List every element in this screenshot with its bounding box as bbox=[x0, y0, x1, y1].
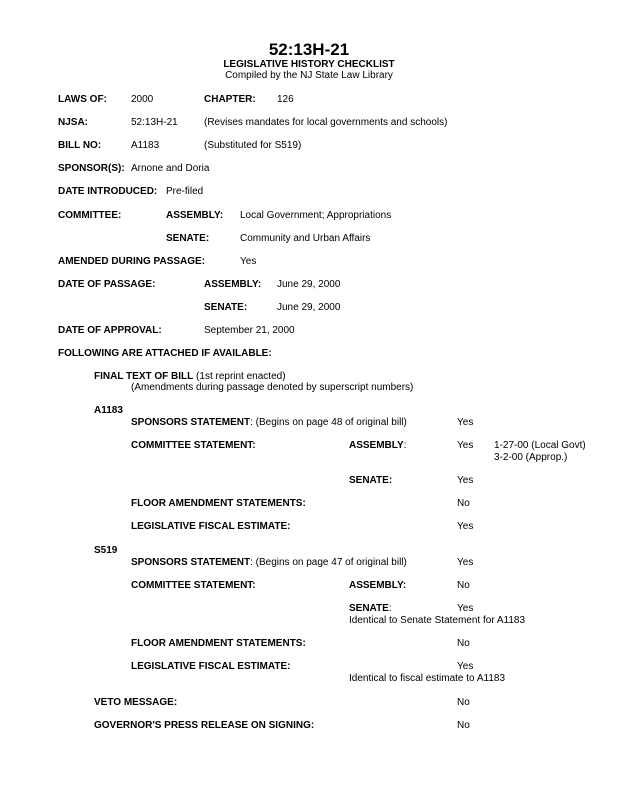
passage-senate-label: SENATE: bbox=[204, 302, 248, 313]
chapter-label: CHAPTER: bbox=[204, 94, 256, 105]
s519-fiscal-label: LEGISLATIVE FISCAL ESTIMATE: bbox=[131, 661, 291, 672]
s519-sponsors-note: : (Begins on page 47 of original bill) bbox=[250, 557, 407, 568]
s519-floor-value: No bbox=[457, 638, 470, 649]
press-release-value: No bbox=[457, 720, 470, 731]
bill-no-label: BILL NO: bbox=[58, 140, 102, 151]
laws-of-label: LAWS OF: bbox=[58, 94, 107, 105]
sponsors-value: Arnone and Doria bbox=[131, 163, 210, 174]
a1183-sponsors-label: SPONSORS STATEMENT bbox=[131, 417, 251, 428]
press-release-label: GOVERNOR'S PRESS RELEASE ON SIGNING: bbox=[94, 720, 315, 731]
s519-committee-label: COMMITTEE STATEMENT: bbox=[131, 580, 256, 591]
bill-no-value: A1183 bbox=[131, 140, 160, 151]
njsa-value: 52:13H-21 bbox=[131, 117, 178, 128]
njsa-label: NJSA: bbox=[58, 117, 89, 128]
a1183-assembly-colon: : bbox=[403, 440, 407, 451]
date-introduced-label: DATE INTRODUCED: bbox=[58, 186, 158, 197]
amended-value: Yes bbox=[240, 256, 257, 267]
date-of-approval-value: September 21, 2000 bbox=[204, 325, 295, 336]
committee-assembly-value: Local Government; Appropriations bbox=[240, 210, 392, 221]
page-subtitle: LEGISLATIVE HISTORY CHECKLIST bbox=[223, 59, 395, 70]
s519-fiscal-note: Identical to fiscal estimate to A1183 bbox=[349, 673, 506, 684]
s519-assembly-label: ASSEMBLY: bbox=[349, 580, 407, 591]
s519-senate-line bbox=[349, 603, 392, 615]
chapter-value: 126 bbox=[277, 94, 294, 105]
date-of-approval-label: DATE OF APPROVAL: bbox=[58, 325, 162, 336]
s519-senate-note: Identical to Senate Statement for A1183 bbox=[349, 615, 526, 626]
a1183-sponsors-line bbox=[131, 417, 407, 429]
a1183-assembly-value: Yes bbox=[457, 440, 474, 451]
a1183-floor-value: No bbox=[457, 498, 470, 509]
sponsors-label: SPONSOR(S): bbox=[58, 163, 125, 174]
date-introduced-value: Pre-filed bbox=[166, 186, 204, 197]
s519-senate-label: SENATE bbox=[349, 603, 389, 614]
a1183-assembly-line bbox=[349, 440, 406, 452]
s519-senate-colon: : bbox=[388, 603, 392, 614]
a1183-floor-label: FLOOR AMENDMENT STATEMENTS: bbox=[131, 498, 306, 509]
a1183-sponsors-note: : (Begins on page 48 of original bill) bbox=[250, 417, 407, 428]
njsa-note: (Revises mandates for local governments and schools) bbox=[204, 117, 448, 128]
a1183-fiscal-value: Yes bbox=[457, 521, 474, 532]
a1183-assembly-note2: 3-2-00 (Approp.) bbox=[494, 452, 568, 463]
passage-assembly-label: ASSEMBLY: bbox=[204, 279, 262, 290]
s519-sponsors-label: SPONSORS STATEMENT bbox=[131, 557, 251, 568]
date-of-passage-label: DATE OF PASSAGE: bbox=[58, 279, 156, 290]
final-text-note: (1st reprint enacted) bbox=[196, 371, 286, 382]
s519-sponsors-value: Yes bbox=[457, 557, 474, 568]
committee-senate-label: SENATE: bbox=[166, 233, 210, 244]
a1183-fiscal-label: LEGISLATIVE FISCAL ESTIMATE: bbox=[131, 521, 291, 532]
page-title: 52:13H-21 bbox=[268, 40, 350, 59]
a1183-senate-label: SENATE: bbox=[349, 475, 393, 486]
s519-fiscal-value: Yes bbox=[457, 661, 474, 672]
passage-assembly-value: June 29, 2000 bbox=[277, 279, 341, 290]
committee-assembly-label: ASSEMBLY: bbox=[166, 210, 224, 221]
a1183-assembly-label: ASSEMBLY bbox=[349, 440, 404, 451]
final-text-subnote: (Amendments during passage denoted by superscript numbers) bbox=[131, 382, 414, 393]
s519-assembly-value: No bbox=[457, 580, 470, 591]
a1183-assembly-note1: 1-27-00 (Local Govt) bbox=[494, 440, 586, 451]
committee-senate-value: Community and Urban Affairs bbox=[240, 233, 371, 244]
passage-senate-value: June 29, 2000 bbox=[277, 302, 341, 313]
committee-label: COMMITTEE: bbox=[58, 210, 122, 221]
veto-value: No bbox=[457, 697, 470, 708]
compiled-by: Compiled by the NJ State Law Library bbox=[225, 70, 393, 81]
final-text-label: FINAL TEXT OF BILL bbox=[94, 371, 194, 382]
a1183-sponsors-value: Yes bbox=[457, 417, 474, 428]
attached-heading: FOLLOWING ARE ATTACHED IF AVAILABLE: bbox=[58, 348, 272, 359]
laws-of-value: 2000 bbox=[131, 94, 154, 105]
bill-no-note: (Substituted for S519) bbox=[204, 140, 302, 151]
a1183-senate-value: Yes bbox=[457, 475, 474, 486]
s519-senate-value: Yes bbox=[457, 603, 474, 614]
amended-label: AMENDED DURING PASSAGE: bbox=[58, 256, 206, 267]
a1183-committee-label: COMMITTEE STATEMENT: bbox=[131, 440, 256, 451]
s519-label: S519 bbox=[94, 545, 118, 556]
veto-label: VETO MESSAGE: bbox=[94, 697, 178, 708]
a1183-label: A1183 bbox=[94, 405, 123, 416]
s519-sponsors-line bbox=[131, 557, 407, 569]
s519-floor-label: FLOOR AMENDMENT STATEMENTS: bbox=[131, 638, 306, 649]
